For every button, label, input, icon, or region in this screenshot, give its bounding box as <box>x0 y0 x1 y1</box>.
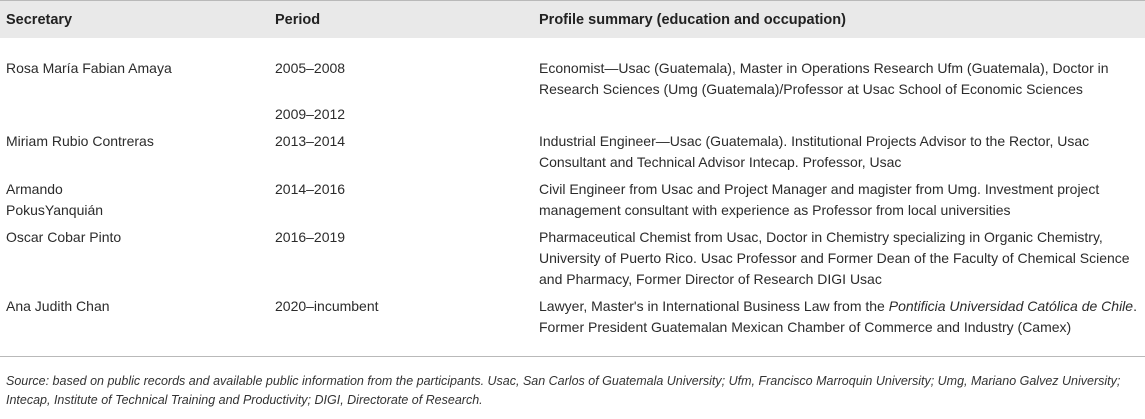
table-row <box>0 125 1145 173</box>
table-row <box>0 100 1145 125</box>
source-note: Source: based on public records and available public information from the participants. Usac, San Carlos of Guatemala University; Ufm, Francisco Marroquin University; Umg, Mariano Galvez University; Intecap, Institute of Technical Training and Productivity; DIGI, Directorate of Research. <box>6 374 1121 407</box>
profile-text-end: . Former President Guatemalan Mexican Chamber of Commerce and Industry (Camex) <box>539 298 1137 335</box>
cell-period: 2009–2012 <box>275 106 346 122</box>
cell-profile: Industrial Engineer—Usac (Guatemala). Institutional Projects Advisor to the Rector, Usac Consultant and Technical Advisor Intecap. Professor, Usac <box>539 133 1090 170</box>
cell-secretary: Miriam Rubio Contreras <box>6 133 154 149</box>
cell-period: 2005–2008 <box>275 60 346 76</box>
cell-secretary: Rosa María Fabian Amaya <box>6 60 172 76</box>
header-period: Period <box>275 1 539 39</box>
cell-profile: Civil Engineer from Usac and Project Manager and magister from Umg. Investment project management consultant with experience as Professor from local universities <box>539 181 1100 218</box>
profile-text-start: Lawyer, Master's in International Business Law from the <box>539 298 889 314</box>
profile-text-italic: Pontificia Universidad Católica de Chile <box>888 298 1134 314</box>
cell-profile: Economist—Usac (Guatemala), Master in Operations Research Ufm (Guatemala), Doctor in Research Sciences (Umg (Guatemala)/Professor at Usac School of Economic Sciences <box>539 60 1109 97</box>
cell-period: 2016–2019 <box>275 229 346 245</box>
table-row <box>0 38 1145 100</box>
table-row <box>0 173 1145 221</box>
cell-profile: Pharmaceutical Chemist from Usac, Doctor in Chemistry specializing in Organic Chemistry, University of Puerto Rico. Usac Professor and Former Dean of the Faculty of Chemical Science and Pharmacy, Former Director of Research DIGI Usac <box>539 229 1130 287</box>
header-profile: Profile summary (education and occupation) <box>539 1 1145 39</box>
table-row <box>0 290 1145 357</box>
cell-secretary: Armando PokusYanquián <box>6 181 104 218</box>
cell-profile <box>539 100 1145 125</box>
cell-secretary: Oscar Cobar Pinto <box>6 229 122 245</box>
cell-period: 2014–2016 <box>275 181 346 197</box>
table-header-row <box>0 1 1145 39</box>
cell-period: 2020–incumbent <box>275 290 539 357</box>
cell-secretary: Ana Judith Chan <box>0 290 275 357</box>
cell-profile <box>539 290 1145 357</box>
table-row <box>0 221 1145 290</box>
cell-secretary <box>0 100 275 125</box>
header-secretary: Secretary <box>0 1 275 39</box>
cell-period: 2013–2014 <box>275 133 346 149</box>
